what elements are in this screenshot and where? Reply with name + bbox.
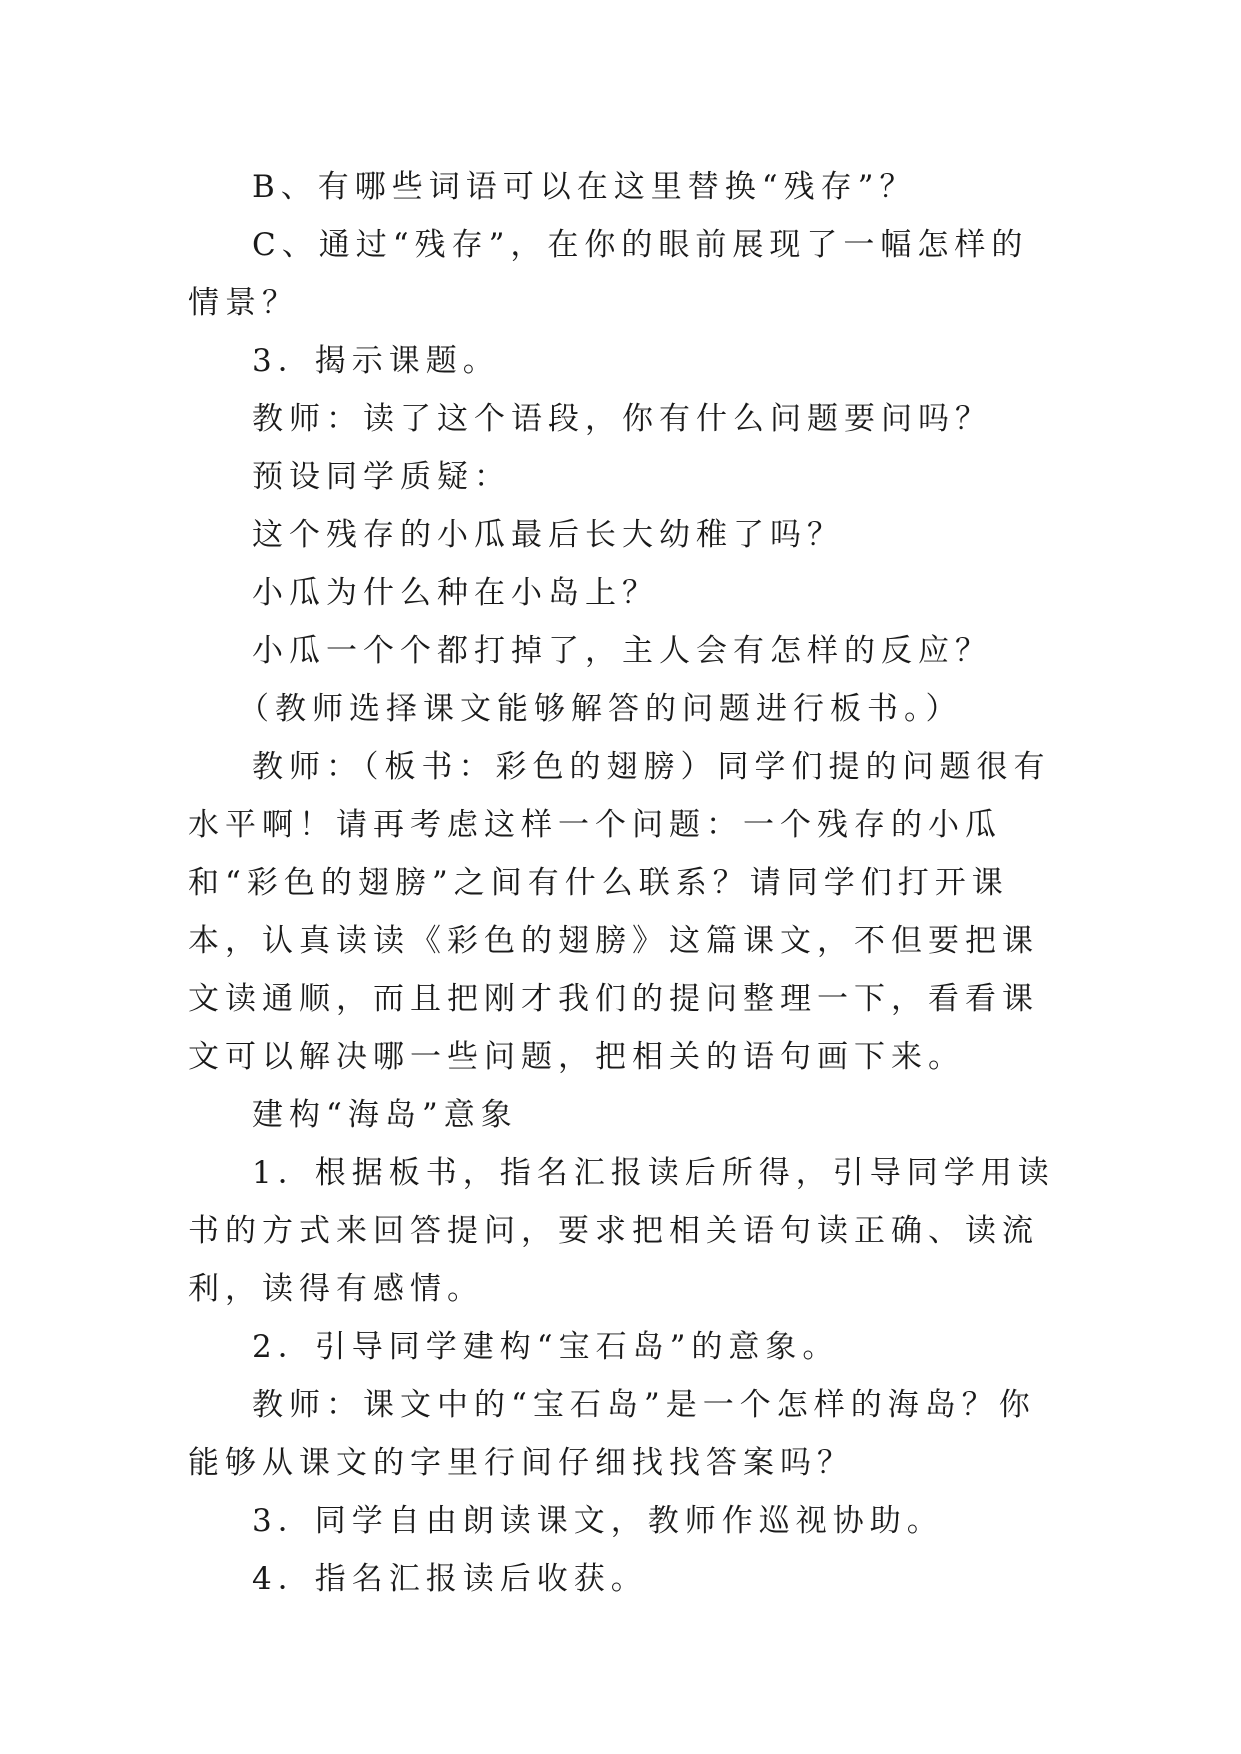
section-heading: 建构“海岛”意象: [252, 1097, 518, 1133]
paragraph-option-c: C、通过“残存”，在你的眼前展现了一幅怎样的情景？: [188, 227, 1029, 321]
paragraph-question-1: 这个残存的小瓜最后长大幼稚了吗？: [252, 517, 844, 553]
paragraph-teacher-note: （教师选择课文能够解答的问题进行板书。）: [238, 691, 963, 727]
paragraph-teacher-instruction: 教师：（板书：彩色的翅膀）同学们提的问题很有水平啊！请再考虑这样一个问题：一个残存的小瓜和“彩色的翅膀”之间有什么联系？请同学们打开课本，认真读读《彩色的翅膀》这篇课文，不但要把课文读通顺，而且把刚才我们的提问整理一下，看看课文可以解决哪一些问题，把相关的语句画下来。: [188, 749, 1051, 1075]
paragraph-teacher-question-1: 教师：读了这个语段，你有什么问题要问吗？: [252, 401, 992, 437]
paragraph-step-1: 1．根据板书，指名汇报读后所得，引导同学用读书的方式来回答提问，要求把相关语句读正确、读流利，读得有感情。: [188, 1155, 1055, 1307]
paragraph-option-b: B、有哪些词语可以在这里替换“残存”？: [252, 169, 917, 205]
paragraph-preset-questions-label: 预设同学质疑：: [252, 459, 511, 495]
paragraph-step-3-read: 3．同学自由朗读课文，教师作巡视协助。: [252, 1503, 944, 1539]
paragraph-step-2: 2．引导同学建构“宝石岛”的意象。: [252, 1329, 840, 1365]
paragraph-question-2: 小瓜为什么种在小岛上？: [252, 575, 659, 611]
document-body: [188, 158, 1058, 1608]
paragraph-step-3-reveal-title: 3．揭示课题。: [252, 343, 500, 379]
paragraph-teacher-question-2: 教师：课文中的“宝石岛”是一个怎样的海岛？你能够从课文的字里行间仔细找找答案吗？: [188, 1387, 1036, 1481]
paragraph-step-4: 4．指名汇报读后收获。: [252, 1561, 648, 1597]
paragraph-question-3: 小瓜一个个都打掉了，主人会有怎样的反应？: [252, 633, 992, 669]
